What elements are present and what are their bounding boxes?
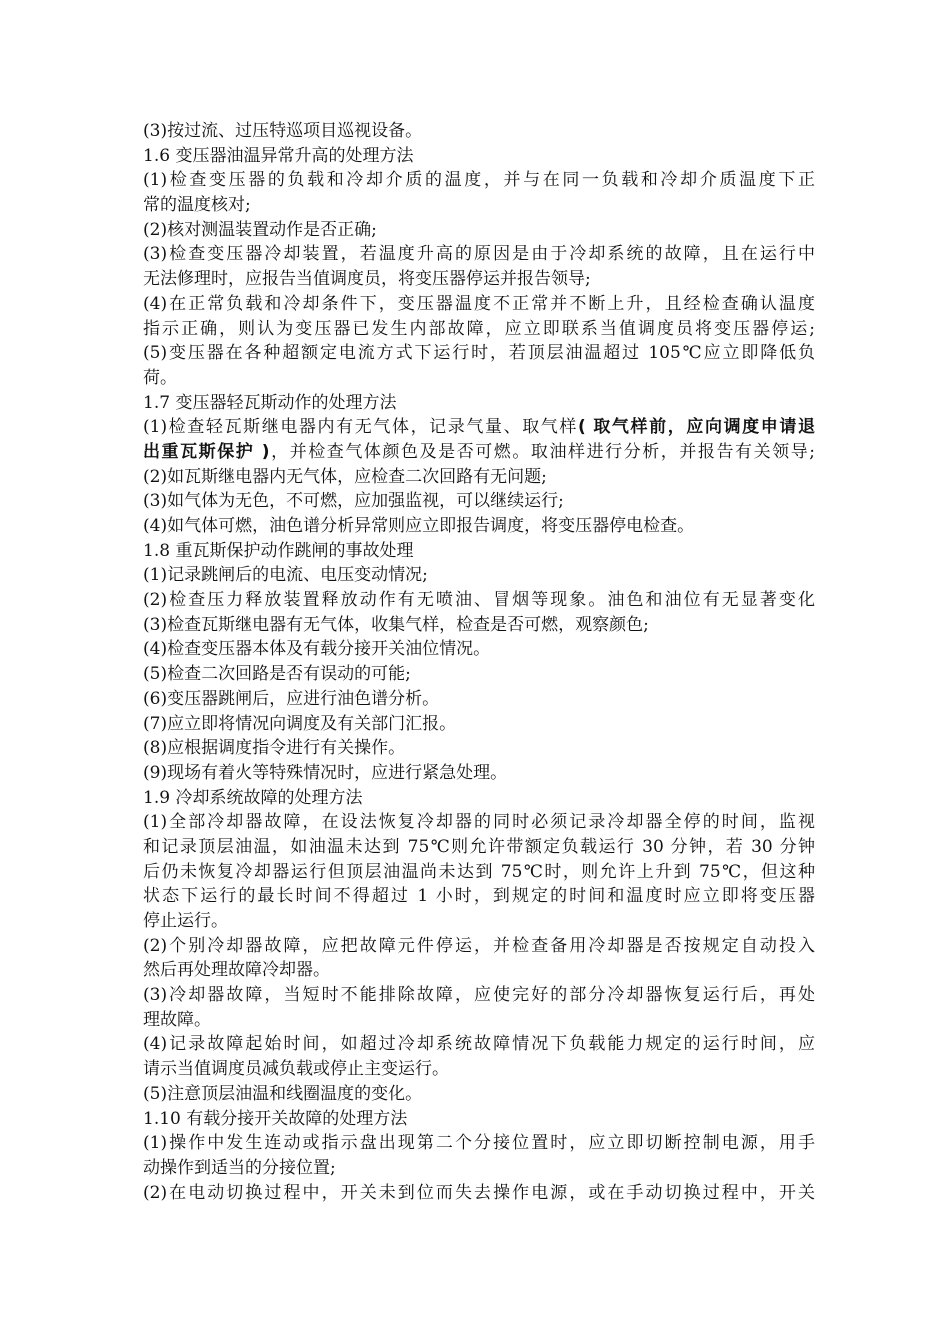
text-line: 荷。 <box>143 367 177 388</box>
text-line: (1)记录跳闸后的电流、电压变动情况; <box>143 565 428 586</box>
text-line: (5)检查二次回路是否有误动的可能; <box>143 664 411 685</box>
text-line: 无法修理时，应报告当值调度员，将变压器停运并报告领导; <box>143 269 591 290</box>
section-heading: 1.8 重瓦斯保护动作跳闸的事故处理 <box>143 540 414 561</box>
text-line: 常的温度核对; <box>143 195 251 216</box>
text-line: (2)检查压力释放装置释放动作有无喷油、冒烟等现象。油色和油位有无显著变化 <box>143 590 815 611</box>
section-heading: 1.6 变压器油温异常升高的处理方法 <box>143 145 414 166</box>
section-heading: 1.7 变压器轻瓦斯动作的处理方法 <box>143 392 397 413</box>
text-line: (8)应根据调度指令进行有关操作。 <box>143 738 406 759</box>
text-line: 理故障。 <box>143 1009 211 1030</box>
text-line: (4)在正常负载和冷却条件下，变压器温度不正常并不断上升，且经检查确认温度 <box>143 293 815 314</box>
text-line: (2)核对测温装置动作是否正确; <box>143 219 377 240</box>
text-line: (3)冷却器故障，当短时不能排除故障，应使完好的部分冷却器恢复运行后，再处 <box>143 985 815 1006</box>
text-line-mixed <box>143 440 815 465</box>
document-body <box>143 119 815 1205</box>
text-line: (3)检查瓦斯继电器有无气体，收集气样，检查是否可燃，观察颜色; <box>143 614 649 635</box>
text-line: 和记录顶层油温，如油温未达到 75℃则允许带额定负载运行 30 分钟，若 30 分钟 <box>143 836 815 857</box>
section-heading: 1.9 冷却系统故障的处理方法 <box>143 787 363 808</box>
text-line: (3)如气体为无色，不可燃，应加强监视，可以继续运行; <box>143 491 564 512</box>
text-line: (3)检查变压器冷却装置，若温度升高的原因是由于冷却系统的故障，且在运行中 <box>143 244 815 265</box>
text-line: (2)在电动切换过程中，开关未到位而失去操作电源，或在手动切换过程中，开关 <box>143 1182 815 1203</box>
text-line: (1)检查变压器的负载和冷却介质的温度，并与在同一负载和冷却介质温度下正 <box>143 170 815 191</box>
text-line: (1)全部冷却器故障，在设法恢复冷却器的同时必须记录冷却器全停的时间，监视 <box>143 812 815 833</box>
text-line: (4)如气体可燃，油色谱分析异常则应立即报告调度，将变压器停电检查。 <box>143 516 695 536</box>
text-line: (9)现场有着火等特殊情况时，应进行紧急处理。 <box>143 762 508 783</box>
text-line-mixed <box>143 415 815 440</box>
text-line: (4)检查变压器本体及有载分接开关油位情况。 <box>143 639 491 660</box>
text-line: 请示当值调度员减负载或停止主变运行。 <box>143 1059 449 1080</box>
section-heading: 1.10 有载分接开关故障的处理方法 <box>143 1108 408 1129</box>
text-line: 后仍未恢复冷却器运行但顶层油温尚未达到 75℃时，则允许上升到 75℃，但这种 <box>143 861 815 882</box>
text-line: (6)变压器跳闸后，应进行油色谱分析。 <box>143 688 440 709</box>
text-line: (4)记录故障起始时间，如超过冷却系统故障情况下负载能力规定的运行时间，应 <box>143 1034 815 1055</box>
text-line: (5)变压器在各种超额定电流方式下运行时，若顶层油温超过 105℃应立即降低负 <box>143 343 815 364</box>
text-line: 指示正确，则认为变压器已发生内部故障，应立即联系当值调度员将变压器停运; <box>143 318 815 339</box>
text-line: 停止运行。 <box>143 911 228 931</box>
text-line: 状态下运行的最长时间不得超过 1 小时，到规定的时间和温度时应立即将变压器 <box>143 886 815 907</box>
text-line: (3)按过流、过压特巡项目巡视设备。 <box>143 121 423 141</box>
text-line: (5)注意顶层油温和线圈温度的变化。 <box>143 1083 423 1104</box>
text-bold: 出重瓦斯保护 ) <box>143 441 270 462</box>
text-bold: ( 取气样前，应向调度申请退 <box>578 417 815 438</box>
text-line: (2)个别冷却器故障，应把故障元件停运，并检查备用冷却器是否按规定自动投入 <box>143 935 815 956</box>
text-line: (2)如瓦斯继电器内无气体，应检查二次回路有无问题; <box>143 466 547 487</box>
text-line: 然后再处理故障冷却器。 <box>143 960 330 981</box>
text-normal: (1)检查轻瓦斯继电器内有无气体，记录气量、取气样 <box>143 417 579 438</box>
text-line: (1)操作中发生连动或指示盘出现第二个分接位置时，应立即切断控制电源，用手 <box>143 1133 815 1154</box>
text-normal: ，并检查气体颜色及是否可燃。取油样进行分析，并报告有关领导; <box>269 441 815 462</box>
text-line: (7)应立即将情况向调度及有关部门汇报。 <box>143 713 457 734</box>
text-line: 动操作到适当的分接位置; <box>143 1157 336 1178</box>
